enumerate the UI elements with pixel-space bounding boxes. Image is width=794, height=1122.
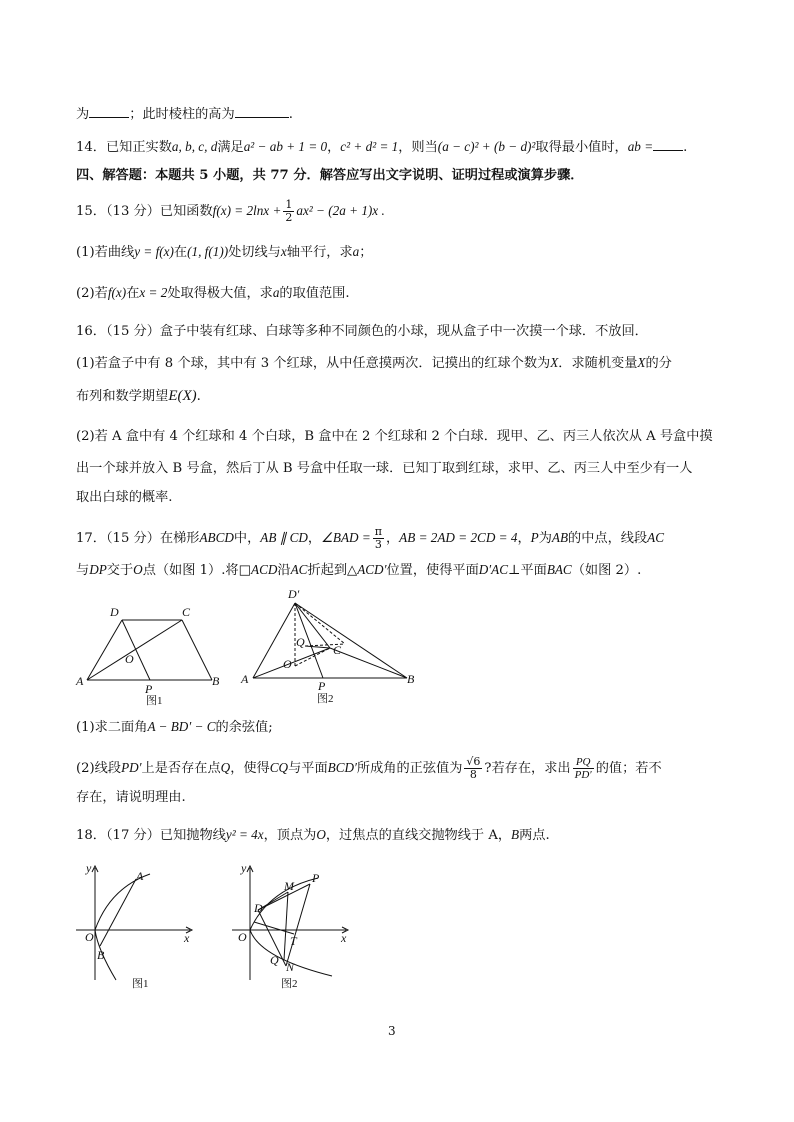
answer-blank-2 [235, 105, 289, 118]
answer-blank-1 [89, 105, 129, 118]
q17-l2p: （如图 2）. [571, 563, 642, 578]
q17-sin-den: 8 [469, 768, 477, 781]
q17-p2b: PD′ [121, 760, 142, 775]
q17-p2i: 所成角的正弦值为 [356, 761, 463, 776]
label-B: B [212, 674, 220, 688]
q15-func-b: ax² − (2a + 1)x . [296, 203, 385, 218]
fig1-caption: 图1 [132, 978, 149, 990]
q17-e: ， [307, 531, 322, 546]
q15-p1-h: a [352, 244, 360, 259]
q17-d: AB ∥ CD [260, 530, 308, 545]
q15-p1-f: x [280, 244, 287, 259]
label-O: O [85, 930, 94, 944]
q13-pre: 为 [76, 107, 90, 122]
question-16: 16．（15 分）盒子中装有红球、白球等多种不同颜色的小球，现从盒子中一次摸一个球．不放回． [76, 324, 648, 339]
q13-mid: ；此时棱柱的高为 [129, 107, 235, 122]
q17-part-2-line-1 [76, 756, 662, 781]
q17-p1a: (1)求二面角 [76, 720, 148, 735]
label-A: A [76, 674, 84, 688]
q17-l2f: ACD [251, 562, 278, 577]
q17-p2f: CQ [269, 760, 289, 775]
q17-i: ， [517, 531, 531, 546]
line-pn [286, 884, 310, 966]
label-x: x [341, 931, 347, 945]
label-D-prime: D′ [288, 587, 300, 601]
q17-l2o: BAC [546, 562, 572, 577]
label-A: A [241, 672, 249, 686]
q17-l2l: D′AC [478, 562, 509, 577]
label-N: N [286, 960, 295, 974]
q17-l2m: ⊥ [508, 563, 521, 578]
q17-c: 中， [233, 531, 261, 546]
answer-blank-3 [653, 138, 683, 151]
q15-part-2 [76, 284, 350, 303]
q18-b: y² = 4x [225, 827, 264, 842]
q14-text: 已知正实数 [105, 140, 172, 155]
label-P: P [145, 682, 153, 696]
q17-part-1 [76, 718, 273, 737]
q17-l2c: 交于 [106, 563, 134, 578]
q17-l2a: 与 [76, 563, 90, 578]
q17-ratio-num: PQ [573, 756, 594, 769]
edge-cb [182, 620, 212, 680]
q15-p2-e: 处取得极大值，求 [167, 286, 273, 301]
q17-p2g: 与平面 [288, 761, 328, 776]
q17-b: ABCD [199, 530, 234, 545]
label-y: y [86, 861, 92, 875]
q16-p1-f: 布列和数学期望 [76, 389, 169, 404]
q17-l2d: O [133, 562, 143, 577]
q14-ask: ab = [627, 139, 654, 154]
page-number: 3 [388, 1024, 396, 1038]
q17-f: ∠BAD = [321, 530, 371, 545]
fig2-caption: 图2 [317, 693, 334, 705]
label-C: C [182, 605, 191, 619]
q16-p1-d: X [637, 355, 646, 370]
question-17-line-1 [76, 526, 664, 551]
q15-p1-e: 处切线与 [228, 245, 281, 260]
q15-p1-d: (1, f(1)) [187, 244, 229, 259]
q17-g: ， [385, 531, 400, 546]
label-x: x [184, 931, 190, 945]
label-y: y [241, 861, 247, 875]
edge-db [295, 603, 407, 678]
q17-pi-fraction [373, 526, 384, 551]
edge-qc [305, 646, 330, 648]
q17-p2d: Q [220, 760, 231, 775]
edge-dp [122, 620, 150, 680]
label-O: O [125, 652, 134, 666]
q15-p2-f: a [272, 285, 280, 300]
q13-tail-line [76, 105, 293, 124]
q16-part-1-line-2 [76, 387, 201, 406]
line-mq [284, 892, 288, 960]
q16-part-2-line-2: 出一个球并放入 B 号盒，然后丁从 B 号盒中任取一球．已知丁取到红球，求甲、乙、丙三人中至少有一人 [76, 461, 693, 476]
section-4-heading: 四、解答题：本题共 5 小题，共 77 分．解答应写出文字说明、证明过程或演算步骤． [76, 168, 584, 183]
q14-number: 14． [76, 140, 106, 155]
q17-l2e: 点（如图 1）.将□ [142, 563, 252, 578]
q18-figure-1 [70, 860, 200, 995]
label-P: P [318, 679, 326, 693]
q18-g: 两点. [519, 828, 550, 843]
label-A: A [136, 869, 144, 883]
q18-a: 18．（17 分）已知抛物线 [76, 828, 226, 843]
q17-ratio-fraction [573, 756, 594, 781]
q15-p1-i: ； [359, 245, 373, 260]
q15-p2-b: f(x) [107, 285, 127, 300]
q15-func-a: f(x) = 2lnx + [212, 203, 282, 218]
q15-head: 15．（13 分）已知函数 [76, 204, 213, 219]
q15-fraction [283, 199, 294, 224]
q17-l: AB [551, 530, 569, 545]
label-Q: Q [270, 953, 279, 967]
q17-l2g: 沿 [277, 563, 291, 578]
q18-c: ，顶点为 [263, 828, 317, 843]
q15-p2-c: 在 [126, 286, 140, 301]
q16-part-2-line-1: (2)若 A 盒中有 4 个红球和 4 个白球，B 盒中在 2 个红球和 2 个白球．现甲、乙、丙三人依次从 A 号盒中摸 [76, 429, 713, 444]
q17-l2n: 平面 [520, 563, 547, 578]
label-O: O [238, 930, 247, 944]
q17-l2b: DP [89, 562, 107, 577]
q13-end: . [288, 107, 293, 122]
q17-sin-num: √6 [466, 755, 481, 768]
q18-figure-2 [228, 860, 358, 995]
q14-cond2: c² + d² = 1 [340, 139, 399, 154]
q17-ratio-den: PD′ [574, 769, 592, 781]
q17-l2k: 位置，使得平面 [386, 563, 479, 578]
q15-p1-c: 在 [173, 245, 188, 260]
q14-cond1: a² − ab + 1 = 0 [243, 139, 328, 154]
q14-then: ，则当 [398, 140, 438, 155]
q17-p2c: 上是否存在点 [141, 761, 221, 776]
q15-p1-a: (1)若曲线 [76, 245, 135, 260]
q17-pi-num: π [374, 525, 382, 538]
q17-pi-den: 3 [374, 538, 382, 551]
fig1-caption: 图1 [146, 695, 163, 707]
q17-p2a: (2)线段 [76, 761, 122, 776]
q18-d: O [316, 827, 326, 842]
label-C: C [333, 643, 342, 657]
q17-l2i: 折起到△ [307, 563, 358, 578]
q17-h: AB = 2AD = 2CD = 4 [399, 530, 518, 545]
q16-p1-c: ．求随机变量 [558, 356, 638, 371]
q16-p1-a: (1)若盒子中有 8 个球，其中有 3 个红球，从中任意摸两次．记摸出的红球个数为 [76, 356, 551, 371]
q17-m: 的中点，线段 [568, 531, 648, 546]
q15-frac-den: 2 [285, 211, 293, 224]
q17-p1b: A − BD′ − C [147, 719, 216, 734]
q15-p1-b: y = f(x) [134, 244, 174, 259]
label-D: D [110, 605, 119, 619]
label-D: D [254, 901, 263, 915]
q16-p1-g: E(X) [168, 388, 197, 404]
q14-expr: (a − c)² + (b − d)² [437, 139, 536, 154]
q14-end: . [683, 140, 688, 155]
edge-ad [87, 620, 122, 680]
q16-part-1-line-1 [76, 354, 672, 373]
q16-p1-b: X [550, 355, 559, 370]
fig2-caption: 图2 [281, 978, 298, 990]
q17-n: AC [647, 530, 664, 545]
q17-p2j: ?若存在，求出 [484, 761, 571, 776]
parabola [95, 874, 150, 980]
q14-vars: a, b, c, d [171, 139, 218, 154]
q17-p2e: ，使得 [230, 761, 270, 776]
q15-p2-g: 的取值范围. [279, 286, 350, 301]
q17-j: P [530, 530, 539, 545]
q17-p2h: BCD′ [327, 760, 357, 775]
q17-a: 17．（15 分）在梯形 [76, 531, 200, 546]
label-T: T [290, 934, 297, 948]
question-15 [76, 199, 385, 224]
q17-figure-2 [235, 586, 425, 710]
q15-p1-g: 轴平行，求 [286, 245, 353, 260]
q17-part-2-line-2: 存在，请说明理由. [76, 790, 186, 805]
q15-frac-num: 1 [285, 198, 293, 211]
q14-sep: ， [327, 140, 341, 155]
line-t [254, 922, 294, 934]
label-Q: Q [296, 635, 305, 649]
q17-k: 为 [538, 531, 552, 546]
label-B: B [97, 948, 105, 962]
label-O: O [283, 657, 292, 671]
q17-figure-1 [70, 600, 230, 710]
chord-ab [100, 879, 136, 946]
q16-p1-e: 的分 [645, 356, 672, 371]
q15-p2-a: (2)若 [76, 286, 108, 301]
q16-p1-h: . [196, 389, 201, 404]
q15-p2-d: x = 2 [139, 285, 168, 300]
q18-e: ，过焦点的直线交抛物线于 A， [325, 828, 512, 843]
q14-cond-pre: 满足 [217, 140, 244, 155]
q17-p2k: 的值；若不 [595, 761, 662, 776]
q15-part-1 [76, 243, 372, 262]
q17-p1c: 的余弦值; [215, 720, 273, 735]
q17-l2j: ACD′ [357, 562, 387, 577]
label-B: B [407, 672, 415, 686]
q17-l2h: AC [290, 562, 308, 577]
question-18 [76, 826, 550, 845]
q16-part-2-line-3: 取出白球的概率. [76, 490, 173, 505]
label-P: P [312, 871, 320, 885]
q17-sin-fraction [464, 756, 482, 781]
label-M: M [284, 879, 294, 893]
question-17-line-2 [76, 561, 641, 580]
q14-tail: 取得最小值时， [535, 140, 628, 155]
question-14 [76, 138, 687, 157]
q18-f: B [511, 827, 520, 842]
edge-ac [87, 620, 182, 680]
